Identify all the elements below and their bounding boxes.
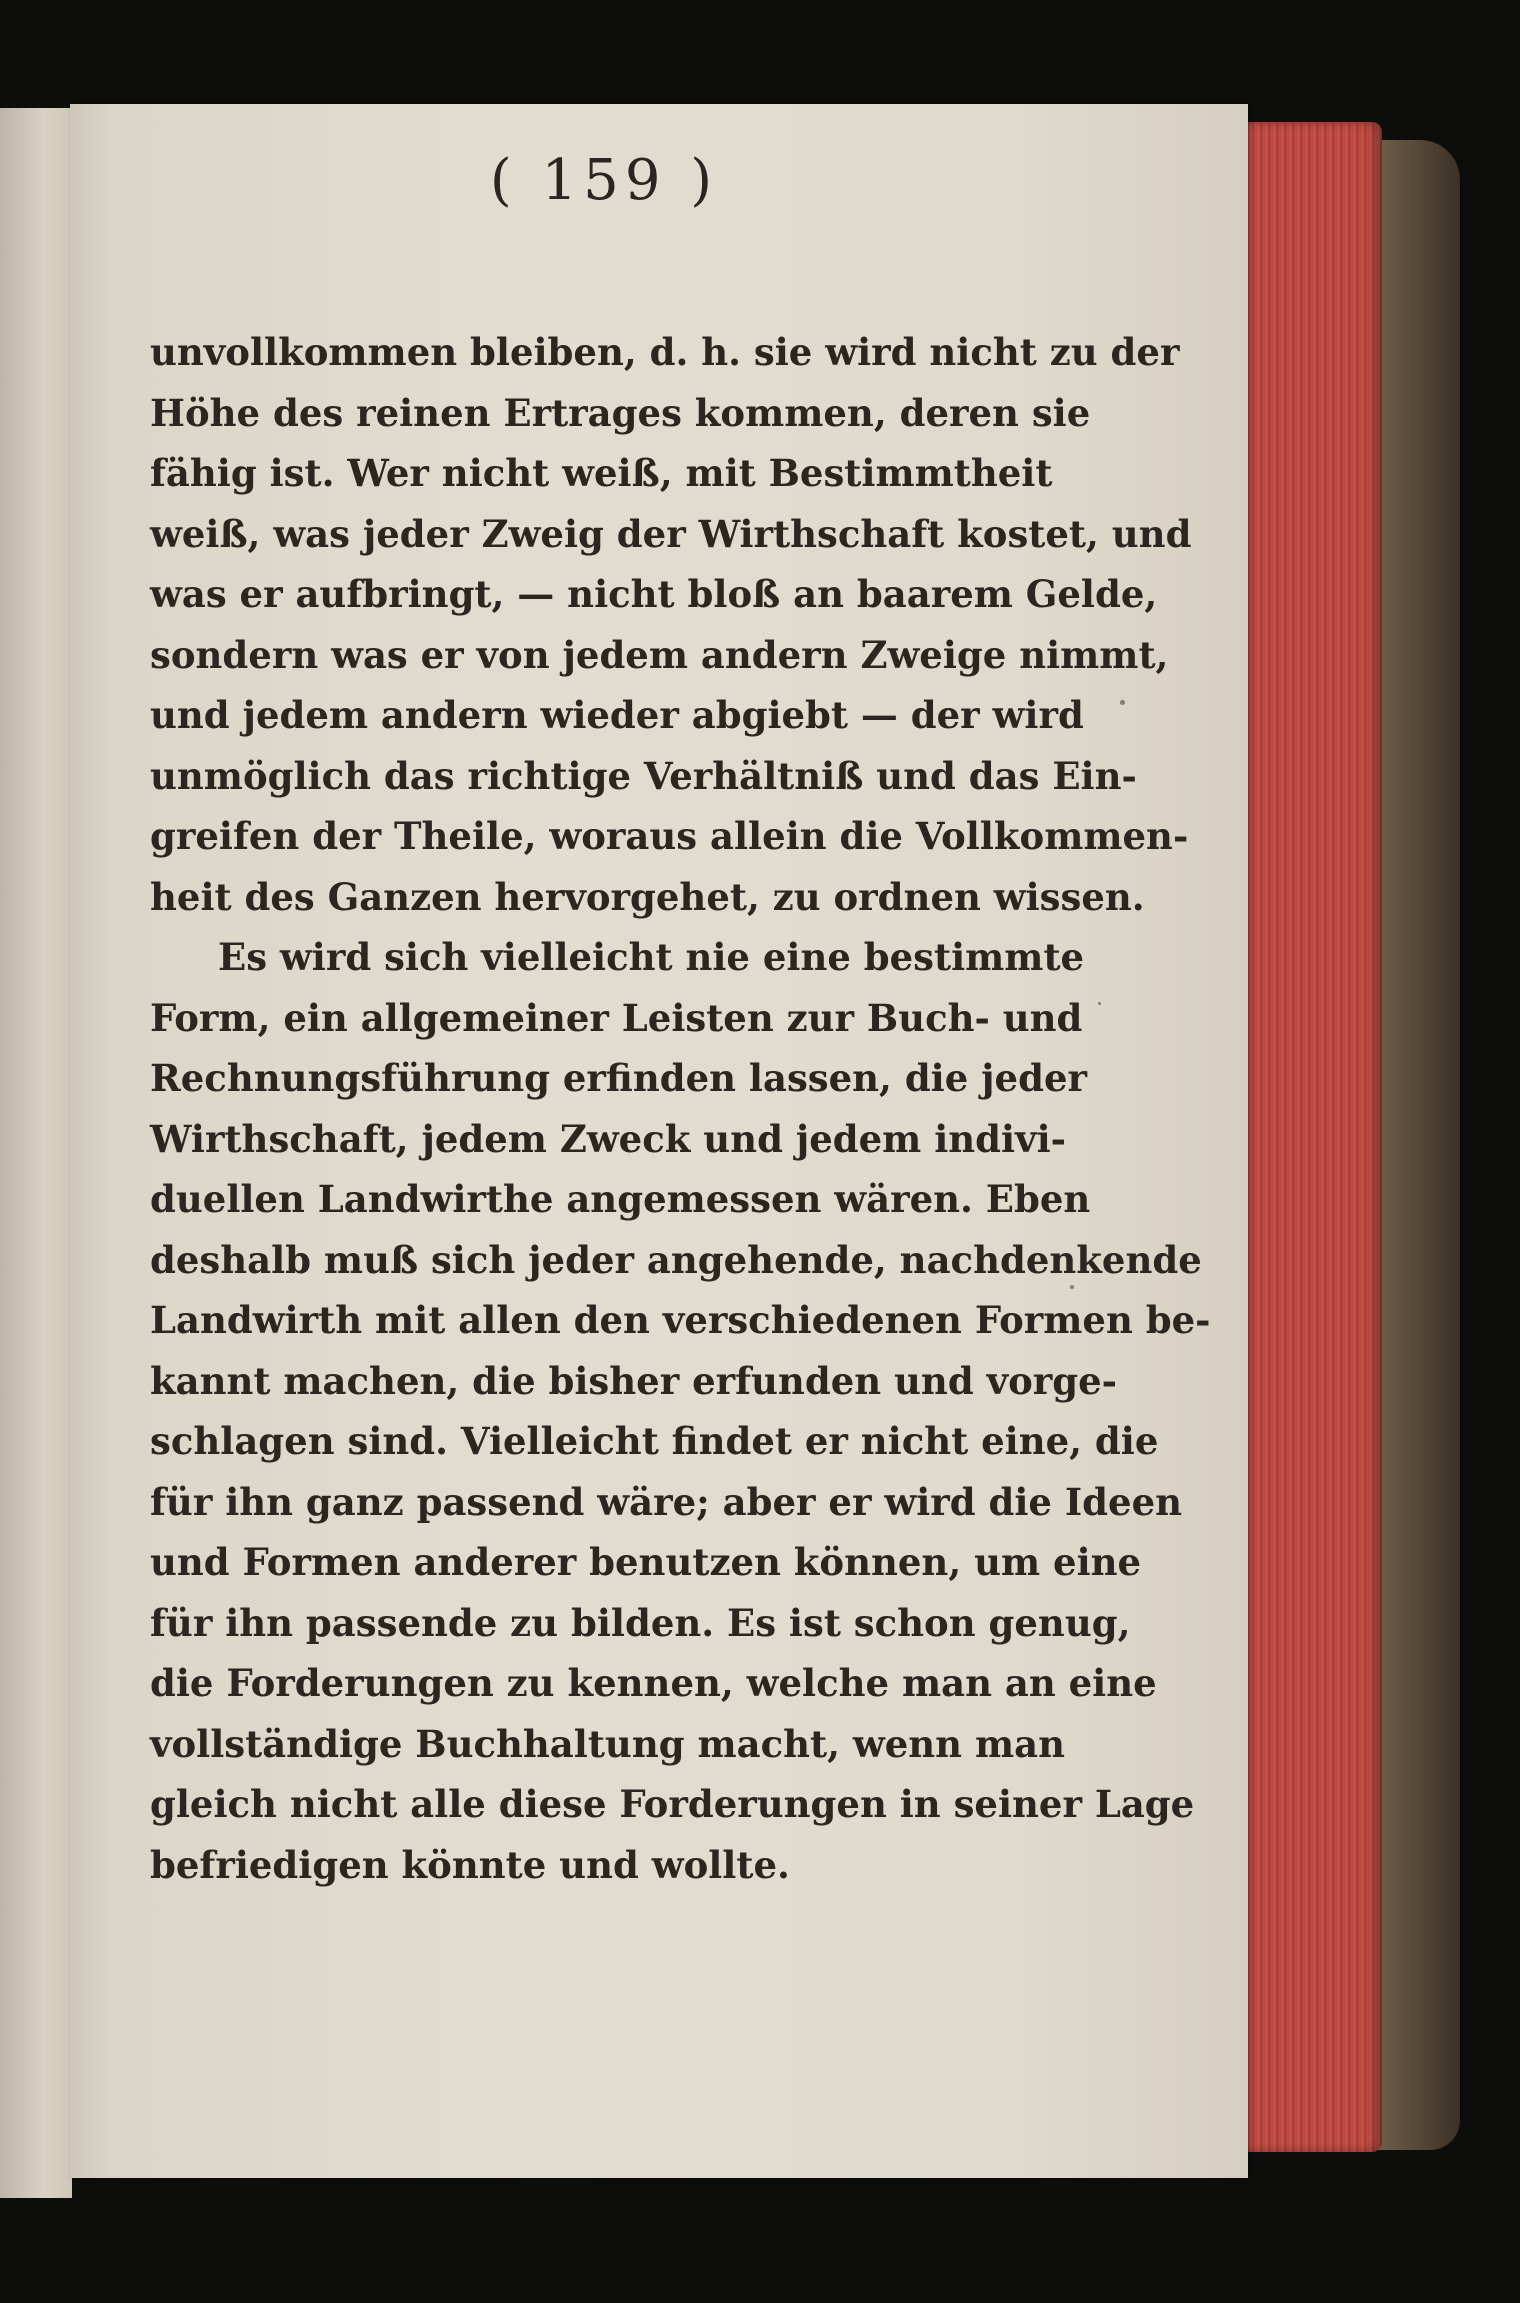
text-line: schlagen sind. Vielleicht findet er nicht eine, die bbox=[150, 1419, 1159, 1463]
text-line: Höhe des reinen Ertrages kommen, deren sie bbox=[150, 390, 1091, 435]
page-body bbox=[150, 322, 1211, 1895]
text-line: fähig ist. Wer nicht weiß, mit Bestimmtheit bbox=[150, 451, 1053, 495]
text-line: unvollkommen bleiben, d. h. sie wird nicht zu der bbox=[150, 330, 1180, 374]
left-page-sliver bbox=[0, 108, 72, 2198]
text-line: vollständige Buchhaltung macht, wenn man bbox=[150, 1721, 1065, 1766]
paper-speck bbox=[1070, 1285, 1074, 1289]
text-line: Wirthschaft, jedem Zweck und jedem indivi- bbox=[150, 1116, 1066, 1161]
text-line: Rechnungsführung erfinden lassen, die jeder bbox=[150, 1056, 1087, 1100]
paper-speck bbox=[1120, 700, 1125, 705]
text-line: unmöglich das richtige Verhältniß und das Ein- bbox=[150, 753, 1137, 798]
text-line: und Formen anderer benutzen können, um eine bbox=[150, 1540, 1142, 1584]
page-number: ( 159 ) bbox=[489, 148, 719, 213]
text-line: duellen Landwirthe angemessen wären. Eben bbox=[150, 1177, 1091, 1221]
text-line: befriedigen könnte und wollte. bbox=[150, 1842, 790, 1887]
text-line: für ihn passende zu bilden. Es ist schon genug, bbox=[150, 1600, 1131, 1645]
text-line: kannt machen, die bisher erfunden und vorge- bbox=[150, 1358, 1118, 1403]
text-line: die Forderungen zu kennen, welche man an eine bbox=[150, 1661, 1157, 1705]
text-line: sondern was er von jedem andern Zweige nimmt, bbox=[150, 632, 1169, 677]
text-line: und jedem andern wieder abgiebt — der wird bbox=[150, 693, 1084, 737]
text-line: deshalb muß sich jeder angehende, nachdenkende bbox=[150, 1237, 1202, 1282]
text-line: weiß, was jeder Zweig der Wirthschaft kostet, und bbox=[150, 511, 1192, 556]
text-line: heit des Ganzen hervorgehet, zu ordnen wissen. bbox=[150, 874, 1145, 919]
text-line: Es wird sich vielleicht nie eine bestimmte bbox=[218, 935, 1085, 979]
red-page-edges bbox=[1232, 122, 1382, 2152]
text-line: greifen der Theile, woraus allein die Vollkommen- bbox=[150, 814, 1189, 858]
text-line: was er aufbringt, — nicht bloß an baarem Gelde, bbox=[150, 572, 1158, 616]
text-line: gleich nicht alle diese Forderungen in seiner Lage bbox=[150, 1782, 1195, 1826]
text-line: Landwirth mit allen den verschiedenen Formen be- bbox=[150, 1298, 1211, 1342]
text-line: für ihn ganz passend wäre; aber er wird die Ideen bbox=[150, 1479, 1183, 1524]
paper-speck bbox=[1098, 1002, 1101, 1005]
text-line: Form, ein allgemeiner Leisten zur Buch- und bbox=[150, 995, 1083, 1040]
